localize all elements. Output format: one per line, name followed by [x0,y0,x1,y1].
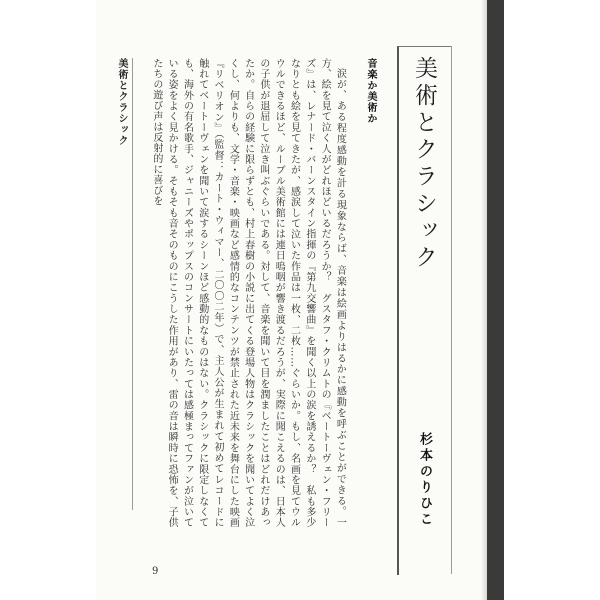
page-number: 9 [152,566,159,577]
section-spacer [347,58,362,528]
article-title: 美術とクラシック [411,56,437,272]
running-head-rule [132,58,133,510]
body-text-column [146,58,378,528]
title-frame-rule [451,46,452,574]
running-head: 美術とクラシック [116,58,127,146]
body-paragraph: 涙が、ある程度感動を計る現象ならば、音楽は絵画よりはるかに感動を呼ぶことができる。一方、絵を見て泣く人がどれほどいるだろうか？ グスタフ・クリムトの『ベートーヴェン・フリーズ』は、レナード・バーンスタイン指揮の『第九交響曲』を聞く以上の涙を誘えるか？ 私も多少なりとも絵を見てきたが、感涙して泣いた作品は一枚、二枚……ぐらいか。もし、名画を見てウルウルできるほど、ルーブル美術館には連日嗚咽が響き渡るだろうが、実際に聞こえるのは、日本人の子供が退屈して泣き叫ぶぐらいである。対して、音楽を聞いて目を潤ましたことはどれだけあったか。自らの経験に限らずとも、村上春樹の小説に出てくる登場人物はクラシックを聞いてよく泣くし、何よりも、文学・音楽・映画など感情的なコンテンツが禁止された近未来を舞台にした映画『リベリオン』（監督：カート・ウィマー、二〇〇二年）で、主人公が生まれて初めてレコードに触れてベートーヴェンを聞いて涙するシーンほど感動的なものはない。クラシックに限定しなくても、海外の有名歌手、ジャニーズやポップスのコンサートにいたっては感極まってファンが泣いている姿をよく見かける。そもそも音そのものにこうした作用があり、雷の音は瞬時に恐怖を、子供たちの遊び声は反射的に喜びを [150,58,346,528]
book-spine [487,0,504,600]
author-name: 杉本のりひこ [417,432,432,528]
section-heading: 音楽か美術か [365,58,376,124]
